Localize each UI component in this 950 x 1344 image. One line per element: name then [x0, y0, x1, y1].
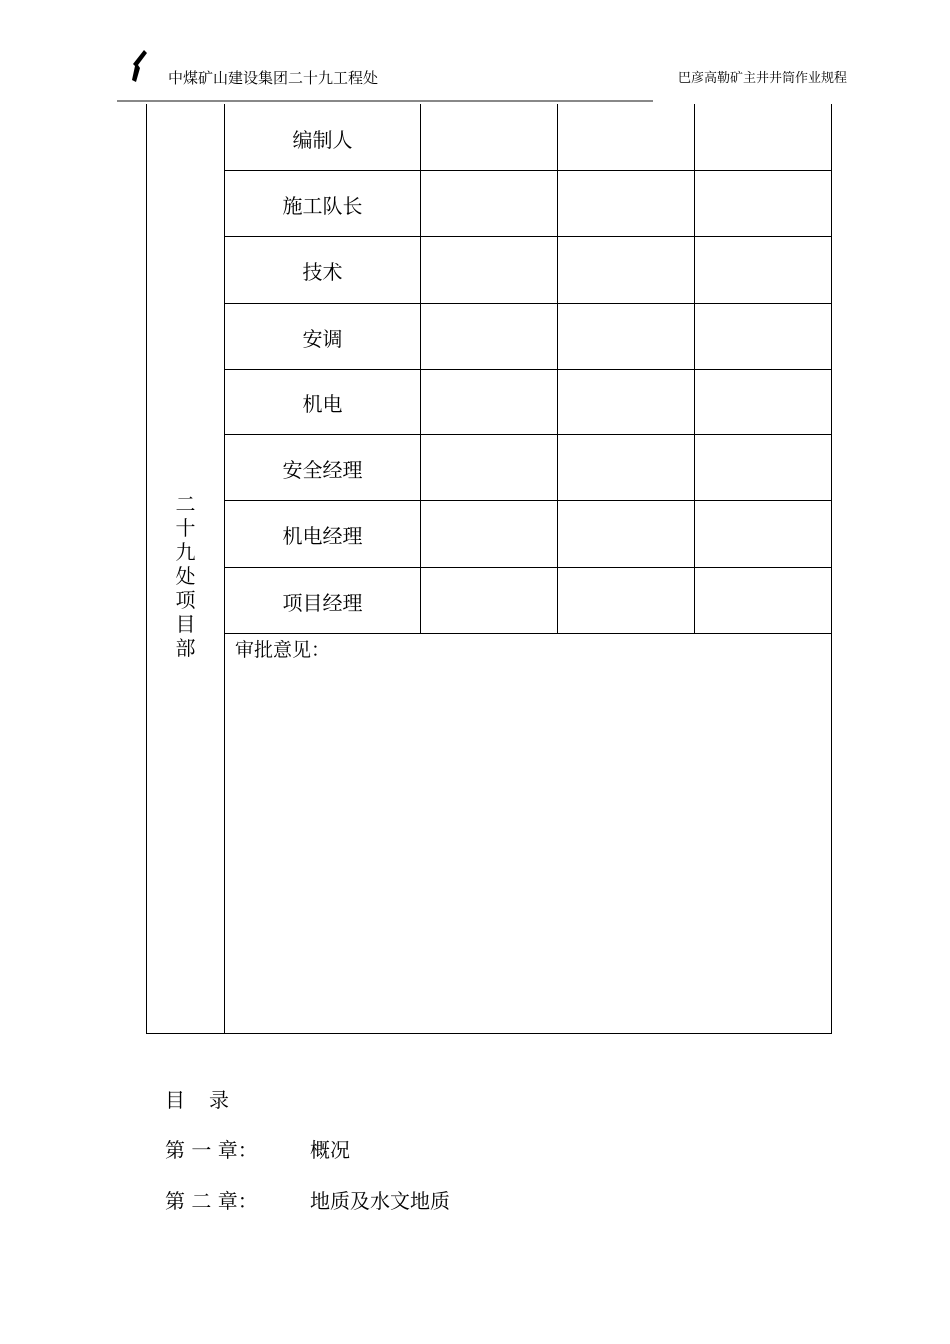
- department-label: [146, 492, 225, 660]
- row-label: 编制人: [292, 127, 353, 152]
- header-divider: [117, 100, 653, 102]
- page-header: [0, 0, 950, 104]
- department-char: 十: [175, 516, 196, 540]
- table-border-bottom: [146, 1033, 832, 1034]
- department-char: 九: [175, 540, 196, 564]
- row-label: 安全经理: [282, 457, 363, 482]
- document-title: 巴彦高勒矿主井井筒作业规程: [677, 71, 847, 86]
- toc-title-char: 目: [165, 1088, 185, 1112]
- toc-entry[interactable]: [165, 1188, 450, 1214]
- department-char: 项: [175, 588, 196, 612]
- company-logo-icon: [130, 50, 148, 82]
- toc-title-char: 录: [209, 1088, 229, 1112]
- toc-title: [165, 1087, 229, 1113]
- row-label: 机电: [302, 391, 343, 416]
- row-label: 项目经理: [282, 590, 363, 615]
- row-label: 安调: [302, 326, 343, 351]
- toc-chapter-number: 第 一 章：: [165, 1138, 258, 1162]
- row-label: 施工队长: [282, 193, 363, 218]
- approval-opinion-label: 审批意见：: [235, 639, 331, 661]
- approval-form-table: [146, 104, 832, 1034]
- department-char: 二: [175, 492, 196, 516]
- toc-chapter-title: 概况: [310, 1138, 350, 1162]
- department-char: 目: [175, 612, 196, 636]
- row-label: 机电经理: [282, 523, 363, 548]
- table-border-right: [831, 104, 832, 1034]
- department-char: 部: [175, 636, 196, 660]
- toc-chapter-number: 第 二 章：: [165, 1189, 258, 1213]
- organization-name: 中煤矿山建设集团二十九工程处: [168, 69, 379, 87]
- toc-chapter-title: 地质及水文地质: [310, 1189, 450, 1213]
- row-label: 技术: [302, 259, 343, 284]
- department-char: 处: [175, 564, 196, 588]
- toc-entry[interactable]: [165, 1137, 350, 1163]
